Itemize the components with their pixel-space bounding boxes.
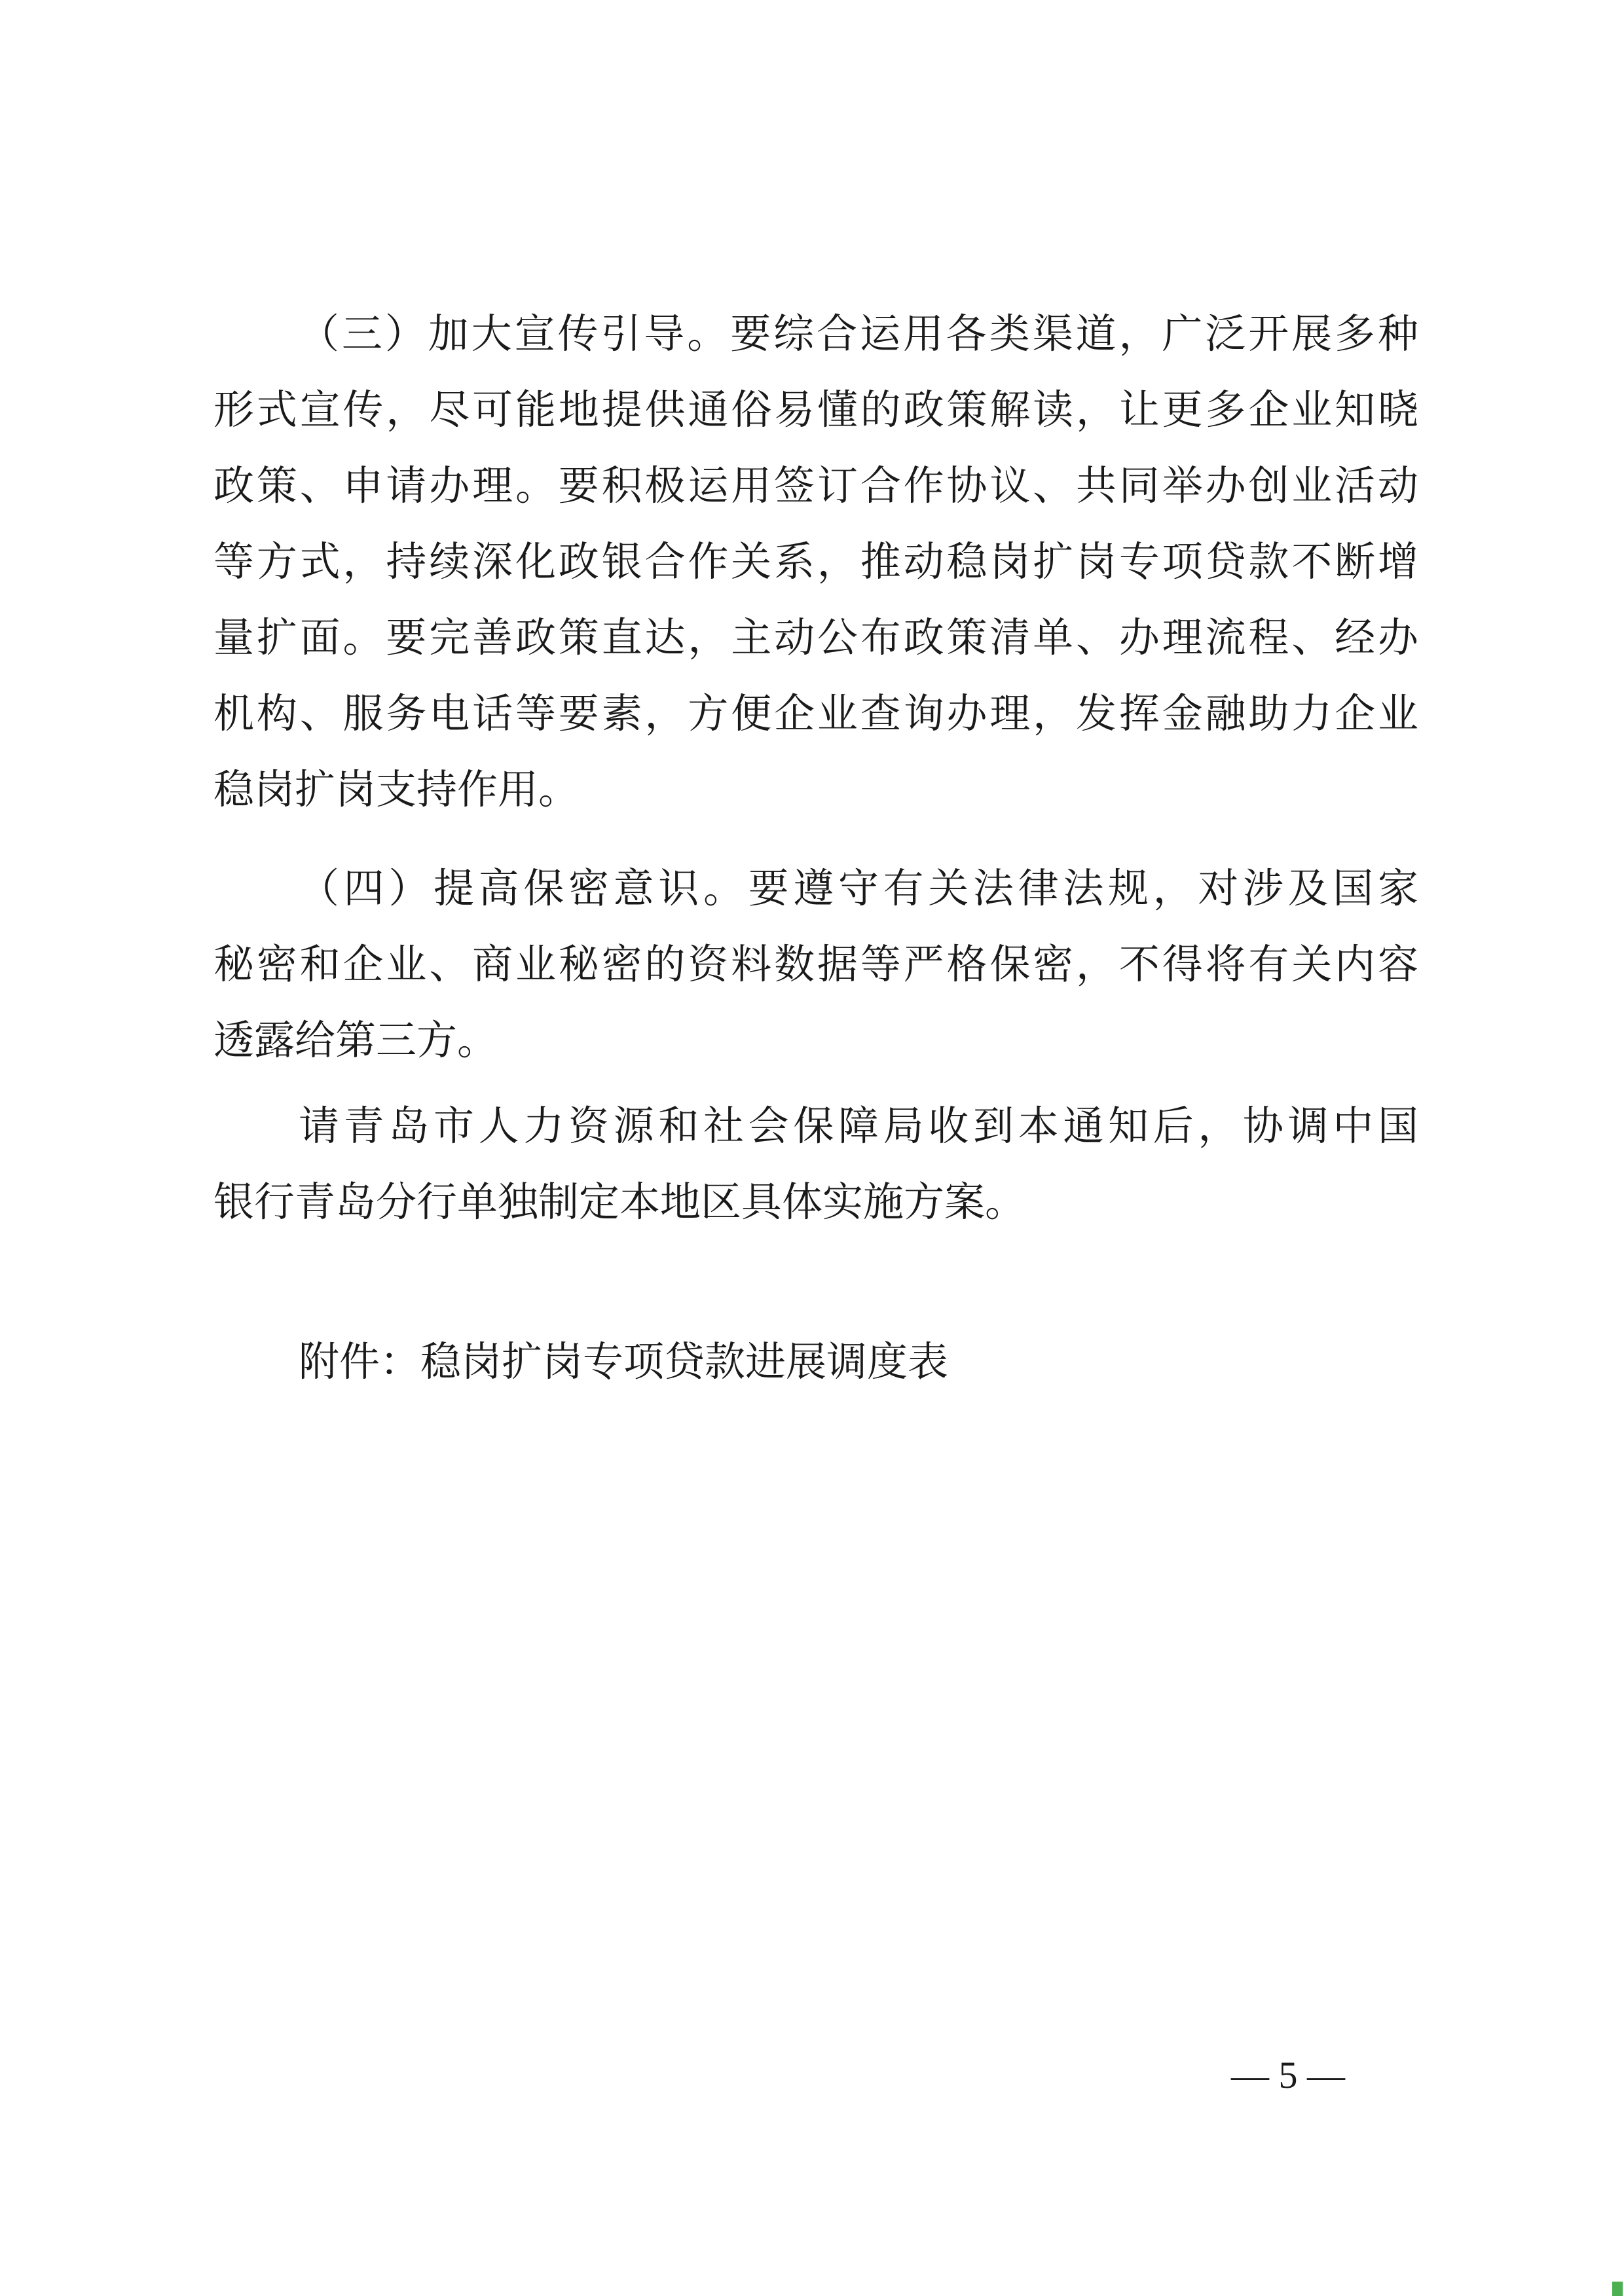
paragraph-1-line-6: 机构、服务电话等要素，方便企业查询办理，发挥金融助力企业	[213, 689, 1418, 737]
paragraph-1-line-2: 形式宣传，尽可能地提供通俗易懂的政策解读，让更多企业知晓	[213, 386, 1418, 433]
paragraph-2-line-3: 透露给第三方。	[213, 1016, 498, 1064]
page-number: — 5 —	[1231, 2054, 1345, 2096]
paragraph-2-line-1: （四）提高保密意识。要遵守有关法律法规，对涉及国家	[299, 864, 1418, 912]
paragraph-2-line-2: 秘密和企业、商业秘密的资料数据等严格保密，不得将有关内容	[213, 940, 1418, 988]
paragraph-3-line-1: 请青岛市人力资源和社会保障局收到本通知后，协调中国	[299, 1102, 1418, 1150]
paragraph-1-line-5: 量扩面。要完善政策直达，主动公布政策清单、办理流程、经办	[213, 613, 1418, 661]
paragraph-3-line-2: 银行青岛分行单独制定本地区具体实施方案。	[213, 1178, 1026, 1226]
paragraph-1-line-3: 政策、申请办理。要积极运用签订合作协议、共同举办创业活动	[213, 462, 1418, 509]
paragraph-1-line-7: 稳岗扩岗支持作用。	[213, 765, 580, 813]
paragraph-1-line-4: 等方式，持续深化政银合作关系，推动稳岗扩岗专项贷款不断增	[213, 538, 1418, 585]
corner-marker-icon	[1612, 2282, 1623, 2296]
attachment-label: 附件：稳岗扩岗专项贷款进展调度表	[299, 1338, 949, 1385]
paragraph-1-line-1: （三）加大宣传引导。要综合运用各类渠道，广泛开展多种	[299, 310, 1418, 357]
